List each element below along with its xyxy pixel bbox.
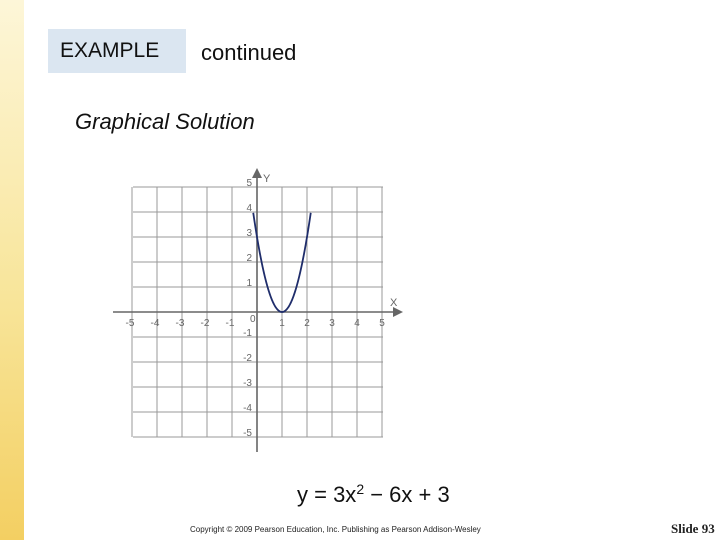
x-tick-label: 1 (279, 318, 285, 329)
y-tick-label: 5 (246, 178, 252, 189)
x-tick-label: 3 (329, 318, 335, 329)
tick-labels (126, 178, 386, 439)
x-axis-label: X (390, 297, 398, 309)
y-tick-label: 1 (246, 278, 252, 289)
x-tick-label: -2 (200, 318, 210, 329)
x-tick-label: 5 (379, 318, 385, 329)
x-tick-label: -3 (175, 318, 185, 329)
continued-label: continued (201, 40, 297, 65)
equation-exponent: 2 (356, 481, 365, 497)
y-tick-label: 4 (246, 203, 252, 214)
y-tick-label: -4 (243, 403, 252, 414)
x-tick-label: 2 (304, 318, 310, 329)
slide-number: Slide 93 (671, 521, 715, 536)
copyright-text: Copyright © 2009 Pearson Education, Inc. Publishing as Pearson Addison-Wesley (190, 525, 481, 534)
x-tick-label: -1 (225, 318, 235, 329)
y-tick-label: -2 (243, 353, 252, 364)
equation-label (297, 481, 450, 508)
y-axis-label: Y (263, 173, 271, 185)
y-tick-label: -3 (243, 378, 252, 389)
x-tick-label: 4 (354, 318, 360, 329)
equation-prefix: y = 3x (297, 482, 357, 507)
x-tick-label: -5 (125, 318, 135, 329)
y-tick-label: 2 (246, 253, 252, 264)
y-tick-label: 3 (246, 228, 252, 239)
x-tick-label: -4 (150, 318, 160, 329)
graphical-solution-heading: Graphical Solution (75, 109, 255, 134)
y-tick-label: -5 (243, 428, 252, 439)
origin-label: 0 (250, 314, 256, 325)
y-axis-arrow (252, 168, 262, 178)
example-label: EXAMPLE (48, 29, 186, 73)
y-tick-label: -1 (243, 328, 252, 339)
equation-suffix: − 6x + 3 (364, 482, 450, 507)
